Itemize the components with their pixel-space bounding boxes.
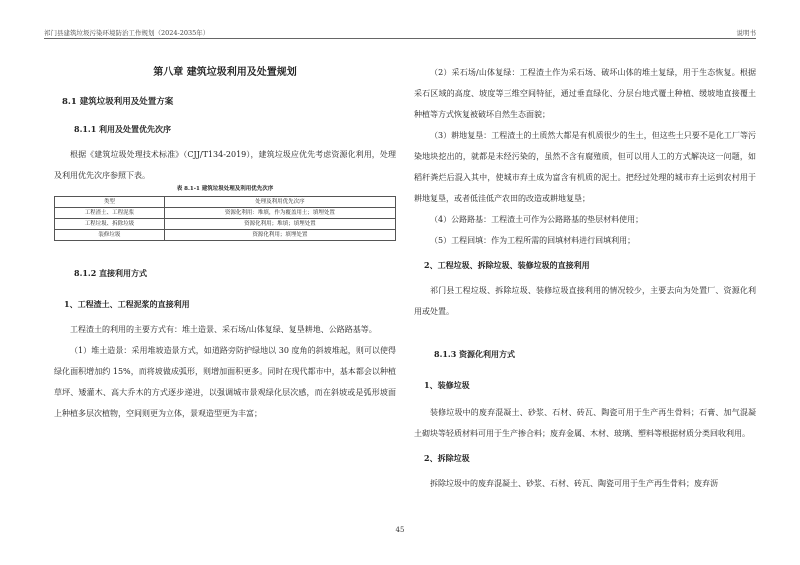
- table-row: [55, 219, 396, 230]
- table-cell: 工程渣土、工程泥浆: [55, 208, 165, 219]
- table-cell: 工程垃圾、拆除垃圾: [55, 219, 165, 230]
- table-cell: 资源化利用；堆填；填埋处置: [164, 219, 395, 230]
- section-heading-8-1-3: 8.1.3 资源化利用方式: [434, 349, 516, 359]
- subheading-direct-use-waste: 2、工程垃圾、拆除垃圾、装修垃圾的直接利用: [424, 260, 590, 270]
- table-header-cell: 处理及利用优先次序: [164, 197, 395, 208]
- paragraph-direct-use-status: 祁门县工程垃圾、拆除垃圾、装修垃圾直接利用的情况较少，主要去向为处置厂、资源化利用或处置。: [414, 286, 756, 316]
- paragraph-backfill: （5）工程回填：作为工程所需的回填材料进行回填利用；: [430, 236, 636, 245]
- right-column: [414, 62, 756, 494]
- section-heading-8-1: 8.1 建筑垃圾利用及处置方案: [62, 97, 174, 107]
- paragraph-landscape-mound: （1）堆土造景：采用堆坡造景方式，如道路旁防护绿地以 30 度角的斜坡堆起，则可以使得绿化面积增加约 15%，而将坡做成弧形，则增加面积更多。同时在现代都市中，基本都会以种植草坪、矮灌木、高大乔木的方式逐步递进，以强调城市景观绿化层次感，而在斜坡或是弧形坡面上种植多层次植物，空间则更为立体，景观造型更为丰富；: [54, 346, 396, 418]
- page-number: 45: [395, 526, 405, 534]
- running-header-label: 说明书: [736, 29, 756, 37]
- subheading-direct-use-soil: 1、工程渣土、工程泥浆的直接利用: [64, 299, 190, 309]
- paragraph-intro: 根据《建筑垃圾处理技术标准》（CJJ/T134-2019），建筑垃圾应优先考虑资源化利用，处理及利用优先次序参照下表。: [54, 150, 396, 180]
- table-cell: 资源化利用；填埋处置: [164, 230, 395, 241]
- table-cell: 装修垃圾: [55, 230, 165, 241]
- paragraph-road-base: （4）公路路基：工程渣土可作为公路路基的垫层材料使用；: [430, 215, 644, 224]
- paragraph-farmland-reclaim: （3）耕地复垦：工程渣土的土质然大都是有机质很少的生土，但这些土只要不是化工厂等污染地块挖出的，就都是未经污染的，虽然不含有腐殖质，但可以用人工的方式解决这一问题，如稻秆粪烂后混入其中，使城市弃土成为富含有机质的泥土。把经过处理的城市弃土运到农村用于耕地复垦，或者低洼低产农田的改造或耕地复垦；: [414, 131, 756, 203]
- table-header-row: [55, 197, 396, 208]
- paragraph-quarry-greening: （2）采石场/山体复绿：工程渣土作为采石场、破坏山体的堆土复绿，用于生态恢复。根据采石区域的高度、坡度等三维空间特征，通过垂直绿化、分层台地式覆土种植、缓坡地直接覆土种植等方式恢复被破坏自然生态面貌；: [414, 68, 756, 119]
- header-rule: [44, 38, 756, 39]
- running-header-title: 祁门县建筑垃圾污染环境防治工作规划（2024-2035年）: [44, 29, 210, 37]
- paragraph-decoration-waste: 装修垃圾中的废弃混凝土、砂浆、石材、砖瓦、陶瓷可用于生产再生骨料；石膏、加气混凝土砌块等轻质材料可用于生产掺合料；废弃金属、木材、玻璃、塑料等根据材质分类回收利用。: [414, 408, 756, 438]
- table-caption: 表 8.1-1 建筑垃圾处理及利用优先次序: [176, 186, 274, 192]
- paragraph-soil-uses: 工程渣土的利用的主要方式有：堆土造景、采石场/山体复绿、复垦耕地、公路路基等。: [70, 325, 377, 334]
- table-row: [55, 208, 396, 219]
- subheading-decoration-waste: 1、装修垃圾: [424, 380, 470, 390]
- table-header-cell: 类型: [55, 197, 165, 208]
- priority-table: [54, 196, 396, 241]
- left-column: [54, 62, 396, 424]
- section-heading-8-1-1: 8.1.1 利用及处置优先次序: [74, 124, 172, 134]
- section-heading-8-1-2: 8.1.2 直接利用方式: [74, 268, 148, 278]
- table-row: [55, 230, 396, 241]
- subheading-demolition-waste: 2、拆除垃圾: [424, 453, 470, 463]
- table-cell: 资源化利用：堆填，作为覆盖用土；填埋处置: [164, 208, 395, 219]
- paragraph-demolition-waste: 拆除垃圾中的废弃混凝土、砂浆、石材、砖瓦、陶瓷可用于生产再生骨料；废弃沥: [430, 479, 718, 488]
- chapter-title: 第八章 建筑垃圾利用及处置规划: [153, 67, 297, 78]
